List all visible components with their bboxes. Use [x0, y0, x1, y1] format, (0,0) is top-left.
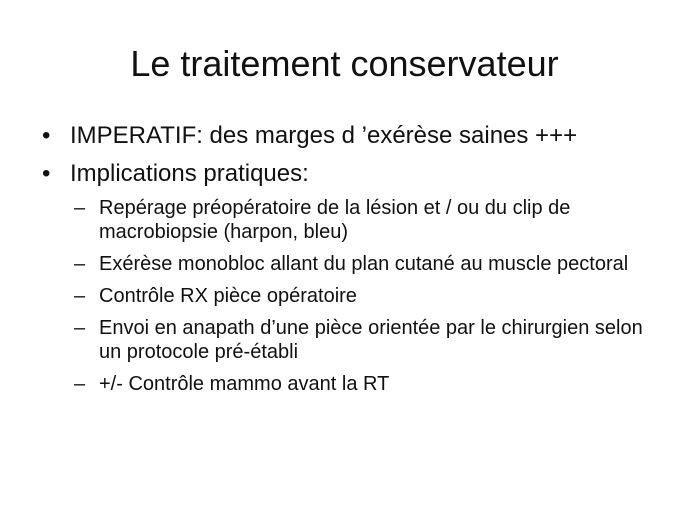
dash-icon: –: [74, 317, 86, 339]
sub-bullet-item: [74, 252, 660, 276]
sub-bullet-text: +/- Contrôle mammo avant la RT: [99, 373, 390, 395]
sub-list: [74, 196, 660, 396]
sub-bullet-text: Repérage préopératoire de la lésion et / ou du clip de macrobiopsie (harpon, bleu): [99, 197, 571, 243]
bullet-text: Implications pratiques:: [70, 160, 309, 187]
dash-icon: –: [74, 253, 86, 275]
sub-bullet-item: [74, 372, 660, 396]
bullet-icon: •: [42, 160, 51, 187]
sub-bullet-text: Contrôle RX pièce opératoire: [99, 285, 357, 307]
sub-bullet-item: [74, 316, 660, 364]
slide-title: Le traitement conservateur: [130, 43, 559, 84]
sub-bullet-item: [74, 284, 660, 308]
dash-icon: –: [74, 373, 86, 395]
bullet-item: [40, 120, 660, 152]
sub-bullet-item: [74, 196, 660, 244]
bullet-text: IMPERATIF: des marges d ’exérèse saines +++: [70, 122, 578, 149]
bullet-icon: •: [42, 122, 51, 149]
dash-icon: –: [74, 285, 86, 307]
bullet-item: [40, 158, 660, 190]
sub-bullet-text: Exérèse monobloc allant du plan cutané au muscle pectoral: [99, 253, 629, 275]
dash-icon: –: [74, 197, 86, 219]
slide-body: [40, 120, 660, 404]
sub-bullet-text: Envoi en anapath d’une pièce orientée par le chirurgien selon un protocole pré-établi: [99, 317, 643, 363]
